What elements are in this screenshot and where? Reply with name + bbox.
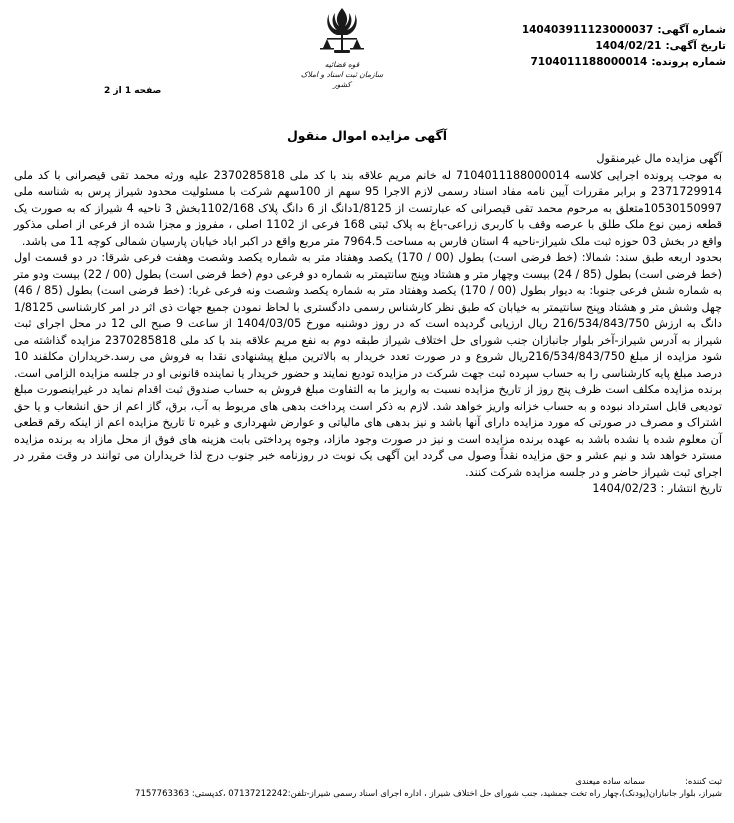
scales-emblem-icon	[317, 4, 367, 60]
registrar-label: ثبت کننده:	[685, 777, 722, 787]
ad-number-label: شماره آگهی:	[657, 24, 726, 36]
judiciary-emblem	[292, 4, 392, 104]
page-number: صفحه 1 از 2	[104, 86, 162, 96]
case-number-row	[456, 54, 726, 70]
emblem-line1: قوه قضائیه	[324, 60, 360, 69]
ad-date: 1404/02/21	[595, 40, 662, 52]
ad-date-label: تاریخ آگهی:	[665, 40, 726, 52]
registrar-name: سمانه ساده میعندی	[575, 777, 646, 787]
announcement-body	[14, 151, 722, 498]
case-number-label: شماره پرونده:	[651, 56, 726, 68]
ad-number: 140403911123000037	[521, 24, 654, 36]
case-number: 7104011188000014	[530, 56, 648, 68]
ad-number-row	[456, 22, 726, 38]
registrar-row	[14, 776, 722, 788]
body-paragraph: به موجب پرونده اجرایی کلاسه 7104011188000014 له خانم مریم علاقه بند با کد ملی 2370285818 علیه ورثه محمد تقی قیصرانی با کد ملی 2371729914 و برابر مقررات آیین نامه مفاد اسناد رسمی لازم الاجرا 95 سهم از 100سهم شرکت با مسئولیت محدود شیراز پرس به شناسه ملی 10530150997متعلق به مرحوم محمد تقی قیصرانی که عبارتست از 1/8125دانگ از 6 دانگ پلاک 1102/168بخش 3 ناحیه 4 شیراز که به صورت یک قطعه زمین نوع ملک طلق با عرصه وقف با کاربری زراعی-باغ به پلاک ثبتی 168 فرعی از 1102 اصلی ، مفروز و مجزا شده از فرعی از اصلی مذکور واقع در بخش 03 حوزه ثبت ملک شیراز-ناحیه 4 استان فارس به مساحت 7964.5 متر مربع واقع در اکبر اباد خیابان پارسیان شمالی کوچه 11 می باشد.	[14, 168, 723, 248]
ad-meta	[456, 22, 726, 70]
footer-address: شیراز، بلوار جانبازان(پودنک)،چهار راه تخت جمشید، جنب شورای حل اختلاف شیراز ، اداره اجرای اسناد رسمی شیراز-تلفن:07137212242 ،کدپستی: 7157763363	[135, 789, 722, 799]
ad-date-row	[456, 38, 726, 54]
body-heading: آگهی مزایده مال غیرمنقول	[596, 152, 722, 165]
body-paragraph: بحدود اربعه طبق سند: شمالا: (خط فرضی است) بطول (00 / 170) یکصد وهفتاد متر به شماره یکصد وشصت وهفت فرعی شرقا: در دو قسمت اول (خط فرضی است) بطول (85 / 24) بیست وچهار متر و هشتاد وپنج سانتیمتر به شماره دو فرعی دوم (خط فرضی است) بطول (00 / 22) بیست ودو متر به شماره شش فرعی جنوبا: به دیوار بطول (00 / 170) یکصد وهفتاد متر به شماره یکصد وشصت ونه فرعی غربا: (خط فرضی است) بطول (85 / 46) چهل وشش متر و هشتاد وپنج سانتیمتر به خیابان که طبق نظر کارشناس رسمی دادگستری با لحاظ نمودن جمیع جهات ذی اثر در امر کارشناسی 1/8125 دانگ به ارزش 216/534/843/750 ریال ارزیابی گردیده است که در روز دوشنبه مورخ 1404/03/05 از ساعت 9 صبح الی 12 در محل اجرای ثبت شیراز به آدرس شیراز-آخر بلوار جانبازان جنب شورای حل اختلاف شیراز طبقه دوم به نفع مریم علاقه بند با کد ملی 2370285818 مزایده گذاشته می شود مزایده از مبلغ 216/534/843/750ریال شروع و در صورت تعدد خریدار به بالاترین مبلغ پیشنهادی نقدا به فروش می رسد.خریداران مکلفند 10 درصد مبلغ پایه کارشناسی را به حساب سپرده ثبت جهت شرکت در مزایده تودیع نمایند و حضور خریدار یا نماینده قانونی او در جلسه مزایده الزامی است. برنده مزایده مکلف است ظرف پنج روز از تاریخ مزایده نسبت به واریز ما به التفاوت مبلغ فروش به حساب صندوق ثبت اقدام نماید در غیراینصورت مبلغ تودیعی قابل استرداد نبوده و به حساب خزانه واریز خواهد شد. لازم به ذکر است پرداخت بدهی های مربوط به آب، برق، گاز اعم از حق انشعاب و یا حق اشتراک و مصرف در صورتی که مورد مزایده دارای آنها باشد و نیز بدهی های مالیاتی و عوارض شهرداری و غیره تا تاریخ مزایده اعم از اینکه رقم قطعی آن معلوم شده یا نشده باشد به عهده برنده مزایده است و نیز در صورت وجود مازاد، وجوه پرداختی بابت هزینه های فوق از محل مازاد به برنده مزایده مسترد خواهد شد و نیم عشر و حق مزایده نقداً وصول می گردد این آگهی یک نوبت در روزنامه خبر جنوب درج لذا خریداران می توانند در وقت مقرر در اجرای ثبت شیراز حاضر و در جلسه مزایده شرکت کنند.	[14, 251, 723, 479]
footer	[14, 776, 722, 800]
page-title: آگهی مزایده اموال منقول	[286, 128, 448, 143]
publish-date: تاریخ انتشار : 1404/02/23	[592, 482, 722, 495]
emblem-line2: سازمان ثبت اسناد و املاک کشور	[300, 70, 384, 89]
